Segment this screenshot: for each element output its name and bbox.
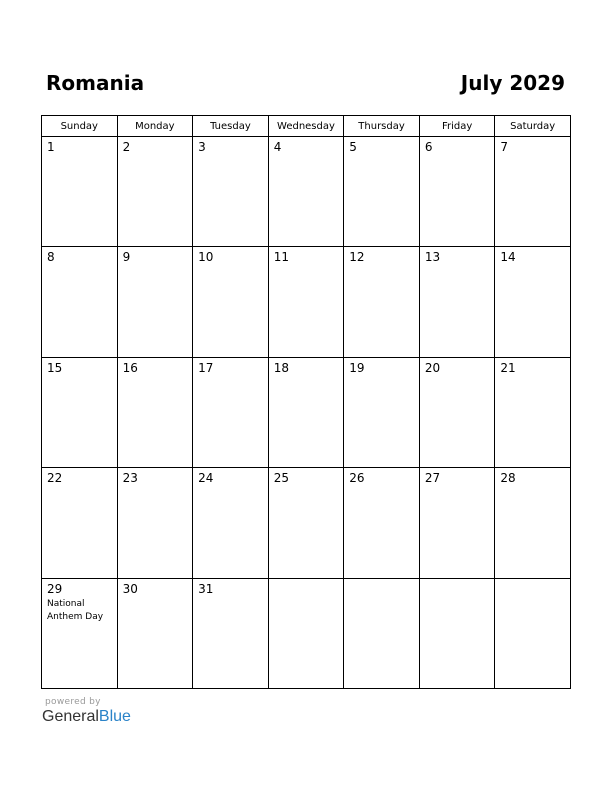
day-number: 12 [349, 250, 365, 265]
holiday-label-line: National [47, 598, 85, 609]
weekday-friday: Friday [419, 116, 495, 137]
weekday-saturday: Saturday [495, 116, 571, 137]
weekday-tuesday: Tuesday [193, 116, 269, 137]
day-cell [495, 247, 571, 357]
day-number: 30 [122, 581, 138, 596]
day-number: 11 [273, 250, 289, 265]
calendar-grid [41, 115, 571, 689]
month-year-title: July 2029 [460, 71, 565, 95]
day-cell [42, 468, 118, 578]
day-cell [344, 247, 420, 357]
holiday-label-line: Anthem Day [47, 611, 104, 622]
day-cell-empty [495, 578, 571, 688]
day-cell [495, 137, 571, 247]
day-number: 16 [122, 360, 138, 375]
day-cell-empty [268, 578, 344, 688]
day-cell [193, 357, 269, 467]
day-number: 26 [349, 471, 365, 486]
day-number: 7 [500, 140, 509, 154]
day-cell [268, 247, 344, 357]
day-number: 29 [47, 581, 63, 596]
day-cell [42, 247, 118, 357]
day-cell [117, 357, 193, 467]
week-row [42, 468, 571, 578]
day-cell [117, 578, 193, 688]
brand-general: General [42, 708, 99, 725]
weekday-sunday: Sunday [42, 116, 118, 137]
generalblue-logo[interactable] [42, 708, 131, 726]
week-row [42, 247, 571, 357]
day-cell [344, 137, 420, 247]
day-number: 22 [47, 471, 63, 486]
day-number: 19 [349, 360, 365, 375]
week-row [42, 578, 571, 688]
day-cell-empty [344, 578, 420, 688]
holiday-label [42, 598, 117, 624]
day-number: 31 [198, 581, 214, 596]
day-number: 18 [273, 360, 289, 375]
day-cell [419, 137, 495, 247]
day-number: 21 [500, 360, 516, 375]
week-row [42, 137, 571, 247]
day-cell [419, 468, 495, 578]
day-cell [42, 137, 118, 247]
day-number: 27 [424, 471, 441, 486]
day-number: 3 [198, 140, 206, 154]
day-cell [42, 578, 118, 688]
day-number: 5 [349, 140, 357, 154]
day-number: 20 [424, 360, 441, 375]
weekday-monday: Monday [117, 116, 193, 137]
day-number: 6 [424, 140, 433, 154]
day-cell [42, 357, 118, 467]
country-title: Romania [46, 71, 145, 95]
day-number: 15 [47, 360, 63, 375]
day-cell [419, 357, 495, 467]
day-cell [193, 468, 269, 578]
day-cell [344, 357, 420, 467]
week-row [42, 357, 571, 467]
powered-by-text: powered by [45, 697, 101, 707]
day-number: 25 [273, 471, 289, 486]
weekday-thursday: Thursday [344, 116, 420, 137]
weekday-wednesday: Wednesday [268, 116, 344, 137]
day-cell [193, 247, 269, 357]
day-cell [193, 137, 269, 247]
weekday-header-row [42, 116, 571, 137]
day-number: 17 [198, 360, 214, 375]
day-cell [117, 137, 193, 247]
day-number: 13 [424, 250, 441, 265]
day-cell [495, 357, 571, 467]
day-number: 2 [122, 140, 131, 154]
day-cell [117, 468, 193, 578]
day-number: 14 [500, 250, 516, 265]
day-number: 24 [198, 471, 214, 486]
day-number: 23 [122, 471, 138, 486]
day-cell [495, 468, 571, 578]
day-cell [117, 247, 193, 357]
day-cell [193, 578, 269, 688]
day-number: 1 [47, 140, 55, 154]
day-number: 9 [122, 250, 131, 265]
day-cell [268, 357, 344, 467]
day-cell [268, 137, 344, 247]
day-number: 10 [198, 250, 214, 265]
day-number: 8 [47, 250, 55, 265]
brand-blue: Blue [98, 708, 131, 725]
day-cell [419, 247, 495, 357]
day-number: 28 [500, 471, 516, 486]
day-cell-empty [419, 578, 495, 688]
day-cell [344, 468, 420, 578]
day-cell [268, 468, 344, 578]
day-number: 4 [273, 140, 282, 154]
